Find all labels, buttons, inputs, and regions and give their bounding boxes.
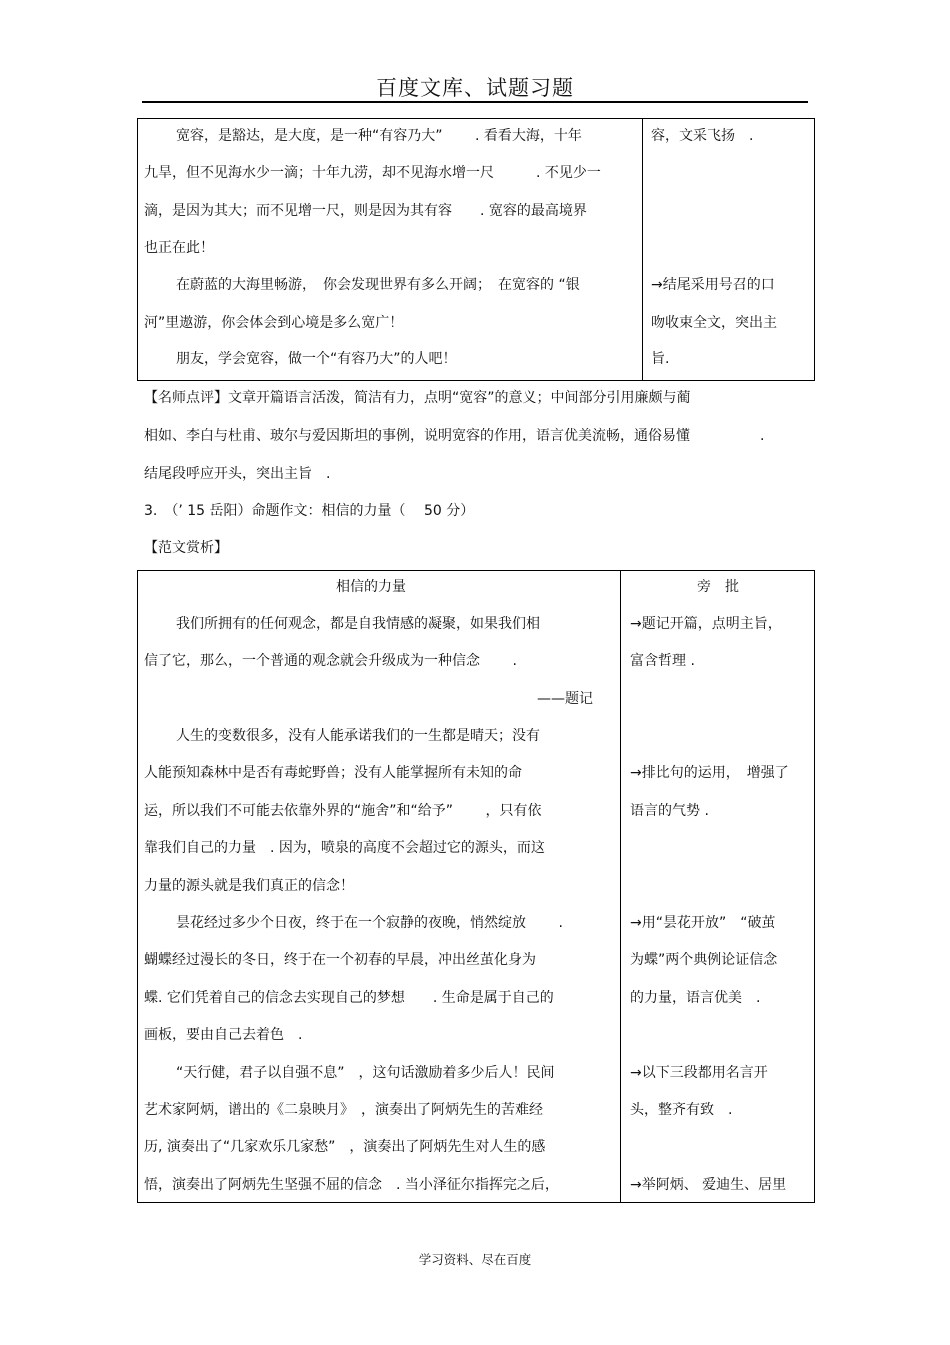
table-1-text-line: 河”里遨游，你会体会到心境是多么宽广！ (144, 315, 404, 331)
essay-text-line: 画板，要由自己去着色 . (144, 1027, 303, 1043)
essay-text-line: 运，所以我们不可能去依靠外界的“施舍”和“给予” ，只有依 (144, 803, 542, 819)
essay-text-line: 人生的变数很多，没有人能承诺我们的一生都是晴天；没有 (176, 728, 540, 744)
essay-text-line: 靠我们自己的力量 . 因为，喷泉的高度不会超过它的源头，而这 (144, 840, 545, 856)
table-1-text-line: 九旱，但不见海水少一滴；十年九涝，却不见海水增一尺 . 不见少一 (144, 165, 601, 181)
essay-text-line: 蝴蝶经过漫长的冬日，终于在一个初春的早晨，冲出丝茧化身为 (144, 952, 536, 968)
teacher-comment-line: 【名师点评】文章开篇语言活泼，简洁有力，点明“宽容”的意义；中间部分引用廉颇与蔺 (144, 390, 691, 406)
table-1 (137, 118, 815, 381)
essay-text-line: 悟，演奏出了阿炳先生坚强不屈的信念 . 当小泽征尔指挥完之后， (144, 1177, 559, 1193)
side-note-line: →排比句的运用， 增强了 (630, 765, 789, 781)
table-1-text-line: 朋友，学会宽容，做一个“有容乃大”的人吧！ (176, 351, 457, 367)
side-note-header: 旁 批 (697, 579, 739, 595)
teacher-comment-line: 结尾段呼应开头，突出主旨 . (144, 466, 331, 482)
essay-text-line: 我们所拥有的任何观念，都是自我情感的凝聚，如果我们相 (176, 616, 540, 632)
essay-title: 相信的力量 (336, 579, 406, 595)
header-divider (142, 101, 808, 103)
table-1-text-line: 也正在此！ (144, 240, 214, 256)
side-note-line: →用“昙花开放” “破茧 (630, 915, 776, 931)
table-1-column-divider (642, 118, 643, 380)
page-footer: 学习资料、尽在百度 (418, 1252, 532, 1267)
essay-text-line: 蝶. 它们凭着自己的信念去实现自己的梦想 . 生命是属于自己的 (144, 990, 554, 1006)
side-note-line: →题记开篇，点明主旨， (630, 616, 782, 632)
essay-text-line: 昙花经过多少个日夜，终于在一个寂静的夜晚，悄然绽放 . (176, 915, 563, 931)
essay-text-line: 艺术家阿炳，谱出的《二泉映月》 ，演奏出了阿炳先生的苦难经 (144, 1102, 543, 1118)
essay-text-line: 力量的源头就是我们真正的信念！ (144, 878, 354, 894)
table-1-text-line: 宽容，是豁达，是大度，是一种“有容乃大” . 看看大海，十年 (176, 128, 582, 144)
essay-text-line: 信了它，那么，一个普通的观念就会升级成为一种信念 . (144, 653, 517, 669)
table-1-text-line: 滴，是因为其大；而不见增一尺，则是因为其有容 . 宽容的最高境界 (144, 203, 587, 219)
table-2-column-divider (620, 570, 621, 1202)
side-note-line: 富含哲理 . (630, 653, 695, 669)
side-note-line: →以下三段都用名言开 (630, 1065, 768, 1081)
essay-epigraph-attribution: ——题记 (537, 691, 593, 707)
section-label: 【范文赏析】 (144, 540, 228, 556)
essay-text-line: 历, 演奏出了“几家欢乐几家愁” ，演奏出了阿炳先生对人生的感 (144, 1139, 546, 1155)
table-1-side-note: 容，文采飞扬 . (651, 128, 754, 144)
side-note-line: 为蝶”两个典例论证信念 (630, 952, 778, 968)
side-note-line: 的力量，语言优美 . (630, 990, 761, 1006)
side-note-line: 头，整齐有致 . (630, 1102, 733, 1118)
page-header-title: 百度文库、试题习题 (376, 76, 574, 100)
essay-text-line: “天行健，君子以自强不息” ，这句话激励着多少后人！民间 (176, 1065, 555, 1081)
side-note-line: →举阿炳、 爱迪生、居里 (630, 1177, 787, 1193)
side-note-line: 语言的气势 . (630, 803, 709, 819)
question-prompt: 3. （’ 15 岳阳）命题作文：相信的力量（ 50 分） (144, 503, 475, 519)
essay-text-line: 人能预知森林中是否有毒蛇野兽；没有人能掌握所有未知的命 (144, 765, 522, 781)
table-1-side-note: 吻收束全文，突出主 (651, 315, 777, 331)
table-1-text-line: 在蔚蓝的大海里畅游， 你会发现世界有多么开阔； 在宽容的 “银 (176, 277, 580, 293)
table-1-side-note: →结尾采用号召的口 (651, 277, 775, 293)
teacher-comment-line: 相如、李白与杜甫、玻尔与爱因斯坦的事例，说明宽容的作用，语言优美流畅，通俗易懂 . (144, 428, 765, 444)
table-1-side-note: 旨. (651, 351, 670, 367)
